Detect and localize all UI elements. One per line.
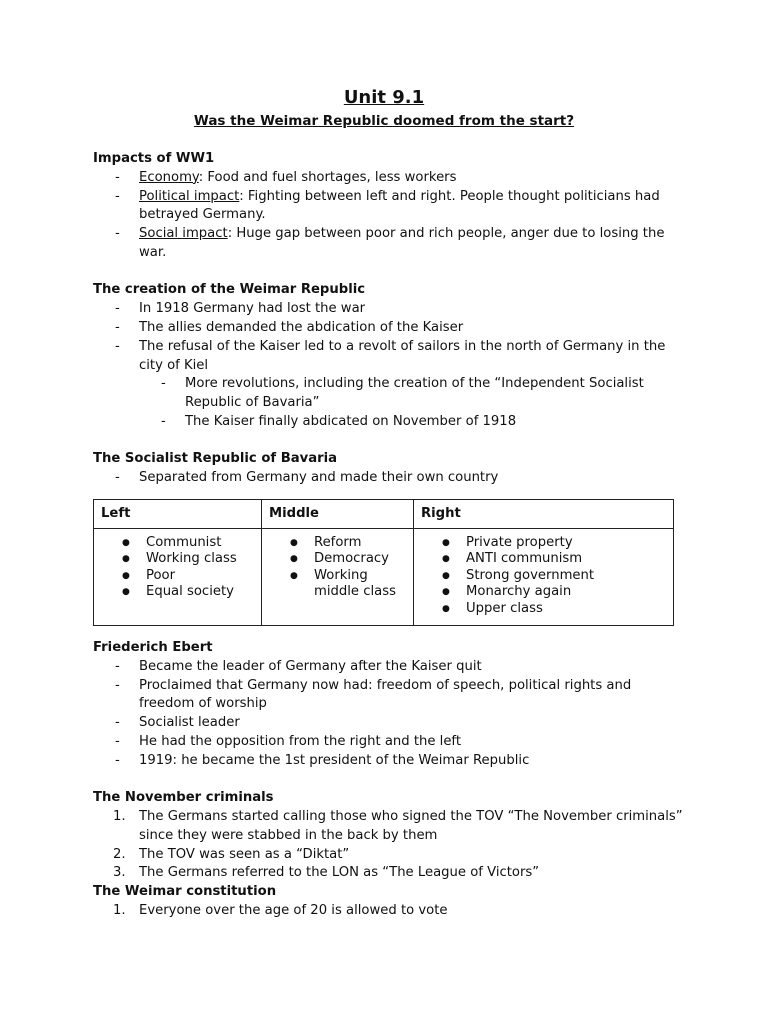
table-cell-left (94, 528, 262, 625)
bullet-item: ● Private property (414, 535, 673, 551)
list-item: - 1919: he became the 1st president of the Weimar Republic (93, 752, 683, 771)
bullet-item: ● ANTI communism (414, 551, 673, 567)
bullet-item: ● Reform (262, 535, 413, 551)
bullet-item: ● Equal society (94, 584, 261, 600)
list-item: - Socialist leader (93, 714, 683, 733)
list-number: 3. (113, 865, 126, 881)
document-body (93, 150, 683, 921)
section-heading-november: The November criminals (93, 790, 274, 806)
table-header-middle: Middle (262, 499, 414, 528)
list-item (93, 169, 683, 188)
section-heading-impacts: Impacts of WW1 (93, 151, 215, 166)
list-item (93, 846, 683, 865)
section-heading-ebert: Friederich Ebert (93, 639, 213, 655)
bullet-item: ● Democracy (262, 551, 413, 567)
list-number: 2. (113, 846, 126, 862)
bullet-item: ● Strong government (414, 568, 673, 584)
list-item: - Separated from Germany and made their own country (93, 469, 683, 488)
creation-list (93, 300, 683, 375)
bullet-item: ● Working class (94, 551, 261, 567)
item-label: Economy (139, 169, 199, 185)
item-text: : Huge gap between poor and rich people, anger due to losing the war. (139, 226, 665, 260)
list-item (93, 808, 683, 846)
item-text: The Germans referred to the LON as “The League of Victors” (139, 865, 540, 881)
list-subitem: - More revolutions, including the creation of the “Independent Socialist Republic of Bavaria” (93, 375, 683, 413)
item-text: : Fighting between left and right. People thought politicians had betrayed Germany. (139, 188, 660, 223)
item-label: Social impact (139, 226, 228, 242)
list-subitem: - The Kaiser finally abdicated on November of 1918 (93, 413, 683, 432)
list-item (93, 188, 683, 226)
list-item: - Proclaimed that Germany now had: freedom of speech, political rights and freedom of worship (93, 677, 683, 715)
bullet-item: ● Monarchy again (414, 584, 673, 600)
table-header-left: Left (94, 499, 262, 528)
table-cell-middle (262, 528, 414, 625)
table-cell-right (414, 528, 674, 625)
list-item (93, 864, 683, 883)
item-text: The Germans started calling those who signed the TOV “The November criminals” since they were stabbed in the back by them (139, 808, 683, 843)
november-list (93, 808, 683, 883)
bullet-item: ● Working middle class (262, 568, 413, 601)
table-header-right: Right (414, 499, 674, 528)
political-spectrum-table (93, 499, 674, 626)
creation-sublist (93, 375, 683, 431)
bullet-item: ● Communist (94, 535, 261, 551)
list-item (93, 902, 683, 921)
constitution-list (93, 902, 683, 921)
list-item: - He had the opposition from the right and the left (93, 733, 683, 752)
list-number: 1. (113, 808, 126, 824)
item-text: Everyone over the age of 20 is allowed to vote (139, 902, 448, 918)
list-item (93, 225, 683, 263)
page-subtitle: Was the Weimar Republic doomed from the start? (193, 113, 575, 129)
bavaria-list (93, 469, 683, 488)
section-heading-creation: The creation of the Weimar Republic (93, 282, 366, 298)
ebert-list (93, 658, 683, 771)
list-item: - In 1918 Germany had lost the war (93, 300, 683, 319)
list-item: - Became the leader of Germany after the Kaiser quit (93, 658, 683, 677)
page-title: Unit 9.1 (343, 87, 425, 108)
list-item: - The refusal of the Kaiser led to a revolt of sailors in the north of Germany in the city of Kiel (93, 338, 683, 376)
section-heading-bavaria: The Socialist Republic of Bavaria (93, 451, 338, 467)
list-item: - The allies demanded the abdication of the Kaiser (93, 319, 683, 338)
bullet-item: ● Upper class (414, 601, 673, 617)
section-heading-constitution: The Weimar constitution (93, 884, 277, 900)
bullet-item: ● Poor (94, 568, 261, 584)
item-text: The TOV was seen as a “Diktat” (139, 846, 350, 862)
item-text: : Food and fuel shortages, less workers (198, 169, 457, 185)
impacts-list (93, 169, 683, 263)
item-label: Political impact (139, 188, 240, 204)
list-number: 1. (113, 902, 126, 918)
